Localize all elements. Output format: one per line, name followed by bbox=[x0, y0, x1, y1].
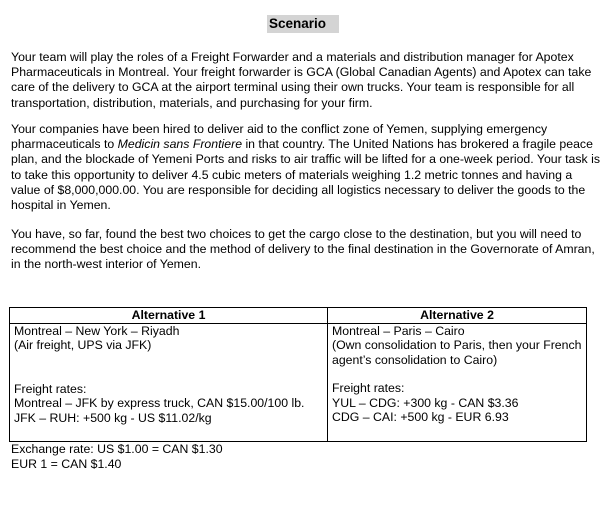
task-text-after: in that country. The United Nations has brokered a fragile peace plan, and the blockade of Yemeni Ports and risks to air traffic will be lifted for a one-week period. Your task is to take this opportunity to deliver 4.5 cubic meters of materials weighing 1.2 metric tonnes and having a value of $8,000,000.00. You are responsible for deciding all logistics necessary to deliver the goods to the hospital in Yemen. bbox=[11, 137, 600, 213]
alt2-note: (Own consolidation to Paris, then your French agent’s consolidation to Cairo) bbox=[332, 338, 582, 367]
alternatives-table bbox=[9, 307, 587, 442]
alt1-rate-1: Montreal – JFK by express truck, CAN $15.00/100 lb. bbox=[14, 396, 305, 410]
alternative-2-header: Alternative 2 bbox=[328, 308, 587, 324]
intro-paragraph: Your team will play the roles of a Freight Forwarder and a materials and distribution manager for Apotex Pharmaceuticals in Montreal. Your freight forwarder is GCA (Global Canadian Agents) and Apotex can take care of the delivery to GCA at the airport terminal using their own trucks. Your team is responsible for all transportation, distribution, materials, and purchasing for your firm. bbox=[11, 50, 592, 110]
exchange-rate-usd: Exchange rate: US $1.00 = CAN $1.30 bbox=[11, 442, 223, 456]
task-text-before: Your companies have been hired to deliver aid to the conflict zone of Yemen, supplying emergency pharmaceuticals to bbox=[11, 122, 548, 152]
alt2-route: Montreal – Paris – Cairo bbox=[332, 323, 465, 338]
exchange-rate-eur: EUR 1 = CAN $1.40 bbox=[11, 456, 122, 471]
alternative-2-cell bbox=[328, 323, 587, 441]
task-paragraph bbox=[11, 122, 601, 213]
alt2-rate-2: CDG – CAI: +500 kg - EUR 6.93 bbox=[332, 410, 509, 424]
alternative-1-header: Alternative 1 bbox=[10, 308, 328, 324]
alt1-note: (Air freight, UPS via JFK) bbox=[14, 338, 152, 352]
alternative-1-cell bbox=[10, 323, 328, 441]
alt2-rates-label: Freight rates: bbox=[332, 381, 405, 395]
exchange-rates bbox=[11, 442, 223, 472]
alt1-route: Montreal – New York – Riyadh bbox=[14, 323, 180, 338]
alt2-rate-1: YUL – CDG: +300 kg - CAN $3.36 bbox=[332, 395, 519, 410]
organization-name: Medicin sans Frontiere bbox=[117, 137, 243, 152]
alt1-rates-label: Freight rates: bbox=[14, 381, 87, 396]
choices-paragraph: You have, so far, found the best two choices to get the cargo close to the destination, but you will need to recommend the best choice and the method of delivery to the final destination in the Governorate of Amran, in the north-west interior of Yemen. bbox=[11, 227, 595, 272]
page-title: Scenario bbox=[267, 15, 339, 33]
alt1-rate-2: JFK – RUH: +500 kg - US $11.02/kg bbox=[14, 410, 212, 425]
